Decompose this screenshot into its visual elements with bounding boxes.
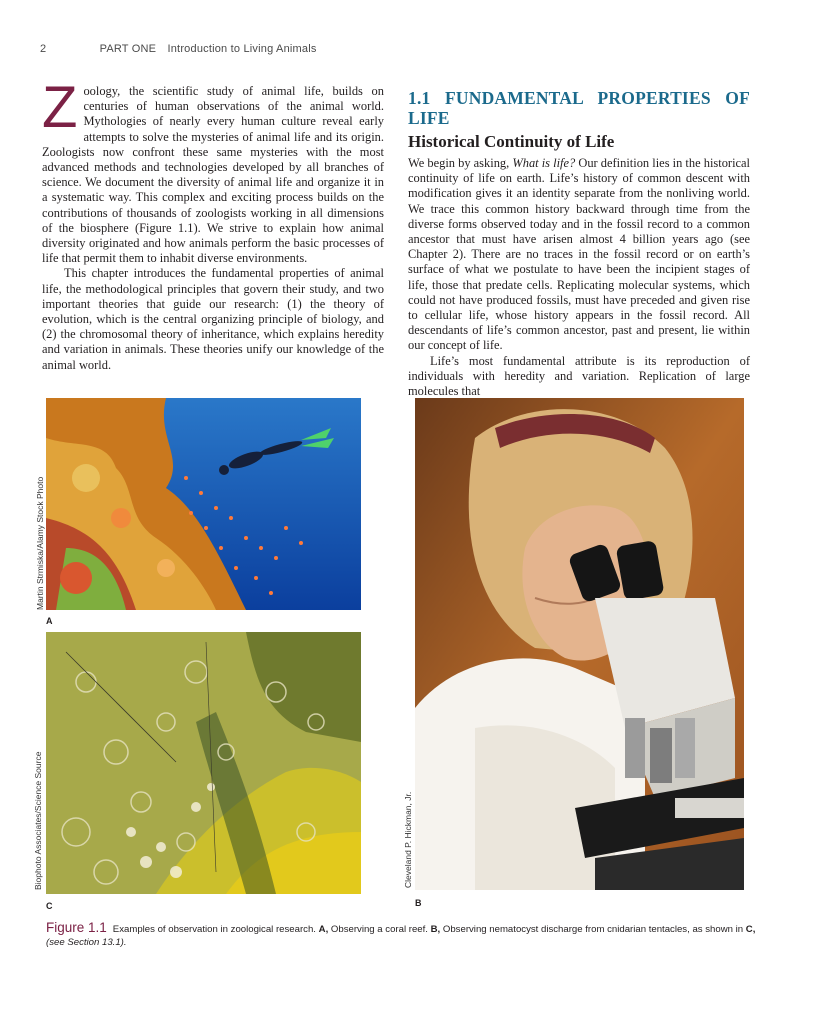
chapter-overview-paragraph: This chapter introduces the fundamental properties of animal life, the methodological principles that govern their study, and two important theories that guide our research: (1) the theory of evolution, which is the central organizing principle of biology, and (2) the chromosomal theory of inheritance, which explains heredity and variation in animals. These theories unify our knowledge of the animal world. — [42, 266, 384, 372]
photo-credit-a: Martin Strmiska/Alamy Stock Photo — [35, 476, 45, 610]
panel-label-c: C — [46, 901, 53, 911]
left-column — [42, 75, 384, 373]
question-italic: What is life? — [512, 156, 576, 170]
reproduction-paragraph: Life’s most fundamental attribute is its reproduction of individuals with heredity and variation. Replication of large molecules that — [408, 353, 750, 399]
page-number: 2 — [40, 43, 47, 55]
coral-reef-photo — [46, 398, 361, 610]
chapter-title: Introduction to Living Animals — [167, 43, 317, 55]
figure-caption — [46, 921, 766, 949]
drop-cap: Z — [42, 75, 78, 140]
figure-number: Figure 1.1 — [46, 920, 107, 935]
continuity-paragraph — [408, 156, 750, 354]
photo-credit-c: Biophoto Associates/Science Source — [33, 751, 43, 890]
right-column — [408, 88, 750, 399]
panel-label-b: B — [415, 898, 422, 908]
panel-label-a: A — [46, 616, 53, 626]
caption-ref-b: B, — [430, 924, 441, 935]
caption-ref-a: A, — [318, 924, 329, 935]
caption-text-2: Observing a coral reef. — [328, 924, 431, 935]
continuity-text-start: We begin by asking, — [408, 156, 513, 170]
caption-text-3: Observing nematocyst discharge from cnidarian tentacles, as shown in — [440, 924, 746, 935]
caption-text-1: Examples of observation in zoological research. — [112, 924, 319, 935]
intro-paragraph — [42, 75, 384, 266]
intro-paragraph-text: oology, the scientific study of animal life, builds on centuries of human observations of the animal world. Mythologies of nearly every human culture reveal early attempts to solve the mysteries of animal life and its origin. Zoologists now confront these same mysteries with the most advanced methods and technologies developed by all branches of science. We document the diversity of animal life and organize it in a systematic way. This complex and exciting process builds on the contributions of thousands of zoologists working in all dimensions of the biosphere (Figure 1.1). We strive to explain how animal diversity originated and how animals perform the basic processes of life that permit them to inhabit diverse environments. — [42, 84, 384, 266]
part-label: PART ONE — [99, 43, 157, 55]
section-heading: 1.1 FUNDAMENTAL PROPERTIES OF LIFE — [408, 88, 750, 128]
subsection-heading: Historical Continuity of Life — [408, 132, 615, 151]
caption-ref-c: C, — [745, 924, 756, 935]
microscope-photo — [415, 398, 744, 890]
photo-credit-b: Cleveland P. Hickman, Jr. — [403, 791, 413, 888]
nematocyst-micrograph — [46, 632, 361, 894]
continuity-text-rest: Our definition lies in the historical continuity of life on earth. Life’s history of common descent with modification gives it an identity separate from the nonliving world. We trace this common history backward through time from the diverse forms observed today and in the fossil record to a common ancestor that must have arisen almost 4 billion years ago (see Chapter 2). There are no traces in the fossil record or on earth’s surface of what we postulate to have been the incipient stages of life, those that predate cells. Replicating molecular systems, which could not have produced fossils, must have preceded and given rise to cellular life, whose history appears in the fossil record. All descendants of life’s common ancestor, past and present, lie within our concept of life. — [408, 156, 751, 353]
running-head — [40, 43, 317, 55]
caption-text-4: (see Section 13.1). — [46, 937, 127, 948]
